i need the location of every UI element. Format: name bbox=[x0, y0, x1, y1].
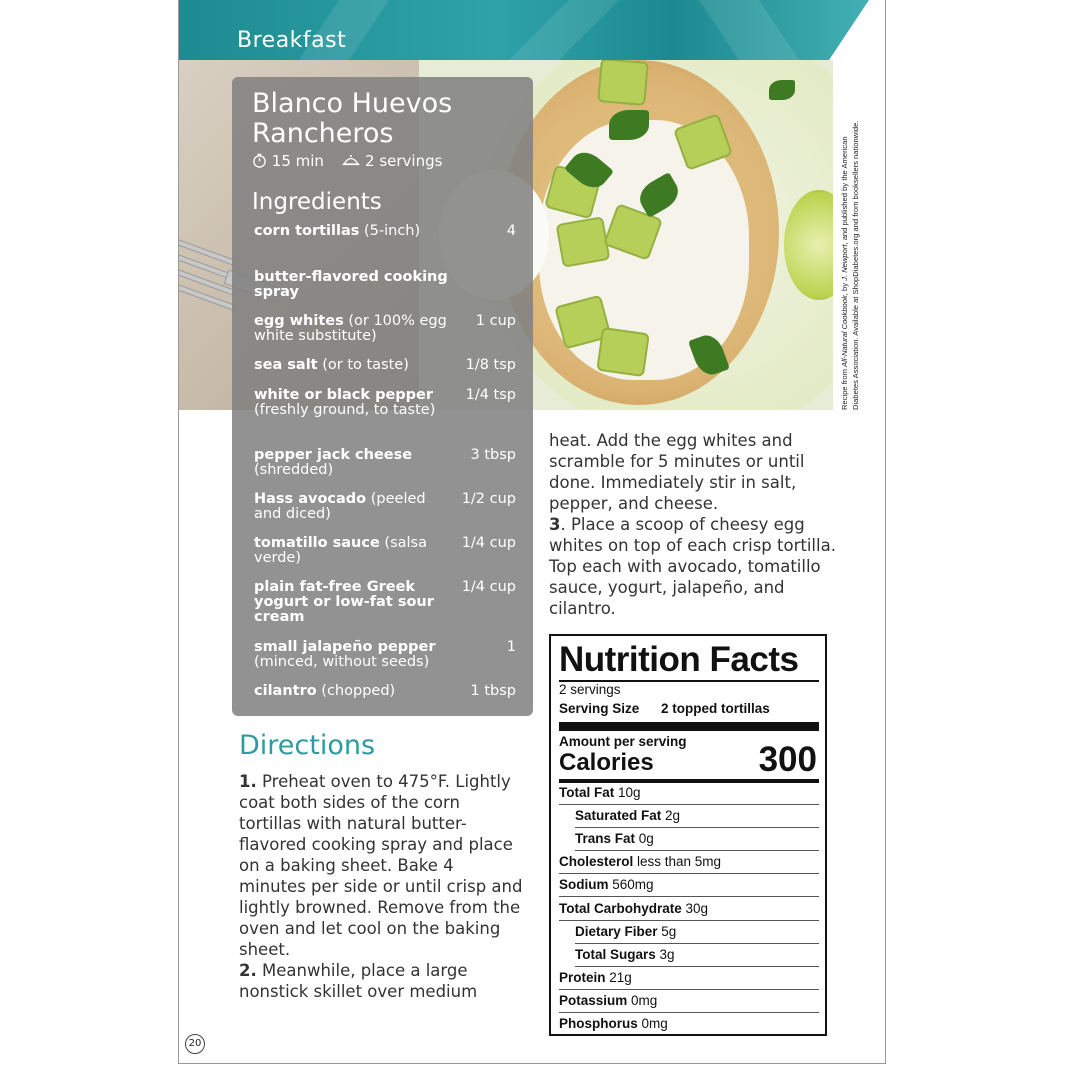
ingredient-qty: 4 bbox=[506, 223, 516, 239]
nutrient-row: Cholesterol less than 5mg bbox=[559, 851, 819, 874]
photo-cilantro bbox=[609, 110, 649, 140]
nutrient-row: Dietary Fiber 5g bbox=[575, 921, 819, 944]
nutrient-row: Total Sugars 3g bbox=[575, 944, 819, 967]
ingredient-name: small jalapeño pepper (minced, without seeds) bbox=[254, 639, 436, 670]
ingredient-item bbox=[254, 358, 524, 373]
ingredient-item bbox=[254, 270, 524, 300]
photo-cilantro bbox=[769, 80, 795, 100]
ingredient-name: sea salt (or to taste) bbox=[254, 357, 409, 373]
ingredient-item bbox=[254, 448, 524, 478]
recipe-servings: 2 servings bbox=[365, 152, 443, 170]
photo-avocado bbox=[556, 216, 611, 268]
nutrient-row: Protein 21g bbox=[559, 967, 819, 990]
directions-text-continued: heat. Add the egg whites and scramble for 5 minutes or until done. Immediately stir in salt, pepper, and cheese. 3. Place a scoop of cheesy egg whites on top of each crisp tortilla. Top each with avocado, tomatillo sauce, yogurt, jalapeño, and cilantro. bbox=[549, 431, 836, 618]
ingredient-name: butter-flavored cooking spray bbox=[254, 269, 448, 300]
ingredient-qty: 1/2 cup bbox=[461, 491, 516, 507]
serving-size-label: Serving Size bbox=[559, 701, 640, 716]
recipe-title: Blanco Huevos Rancheros bbox=[252, 88, 453, 149]
ingredient-qty: 1/4 cup bbox=[461, 535, 516, 551]
ingredient-qty: 1/8 tsp bbox=[465, 357, 516, 373]
photo-avocado bbox=[596, 327, 650, 377]
ingredient-name: Hass avocado (peeled and diced) bbox=[254, 491, 426, 522]
ingredient-name: corn tortillas (5-inch) bbox=[254, 223, 421, 239]
ingredient-item bbox=[254, 580, 524, 625]
cookbook-page bbox=[178, 0, 886, 1064]
ingredient-qty: 1 tbsp bbox=[470, 683, 516, 699]
nutrient-row: Phosphorus 0mg bbox=[559, 1016, 668, 1031]
ingredient-qty: 1/4 cup bbox=[461, 579, 516, 595]
recipe-meta bbox=[252, 152, 446, 170]
ingredient-name: plain fat-free Greek yogurt or low-fat sour cream bbox=[254, 579, 434, 625]
ingredient-qty: 1 bbox=[506, 639, 516, 655]
ingredients-panel bbox=[232, 77, 533, 716]
serving-size-value: 2 topped tortillas bbox=[661, 701, 770, 716]
nutrient-row: Potassium 0mg bbox=[559, 990, 819, 1013]
calories-label: Calories bbox=[559, 749, 654, 776]
recipe-time: 15 min bbox=[271, 152, 324, 170]
ingredient-item bbox=[254, 536, 524, 566]
ingredient-item bbox=[254, 640, 524, 670]
photo-avocado bbox=[597, 60, 649, 106]
ingredient-item bbox=[254, 314, 524, 344]
ingredient-name: pepper jack cheese (shredded) bbox=[254, 447, 413, 478]
ingredient-item bbox=[254, 388, 524, 418]
nutrition-thick-rule bbox=[559, 722, 819, 731]
ingredient-name: cilantro (chopped) bbox=[254, 683, 396, 699]
directions-text: 1. Preheat oven to 475°F. Lightly coat both sides of the corn tortillas with natural butter-flavored cooking spray and place on a baking sheet. Bake 4 minutes per side or until crisp and lightly browned. Remove from the oven and let cool on the baking sheet. 2. Meanwhile, place a large nonstick skillet over medium bbox=[239, 772, 523, 1001]
serving-dish-icon bbox=[342, 153, 360, 167]
page-number: 20 bbox=[185, 1034, 205, 1054]
ingredients-heading: Ingredients bbox=[252, 189, 382, 215]
ingredient-qty: 1/4 tsp bbox=[465, 387, 516, 403]
nutrition-title: Nutrition Facts bbox=[559, 640, 799, 679]
ingredient-name: white or black pepper (freshly ground, to taste) bbox=[254, 387, 436, 418]
ingredient-item bbox=[254, 684, 524, 699]
section-title: Breakfast bbox=[237, 28, 347, 53]
nutrient-row: Total Carbohydrate 30g bbox=[559, 898, 819, 921]
calories-value: 300 bbox=[758, 740, 817, 779]
ingredient-name: egg whites (or 100% egg white substitute) bbox=[254, 313, 447, 344]
ingredient-name: tomatillo sauce (salsa verde) bbox=[254, 535, 427, 566]
nutrient-row: Total Fat 10g bbox=[559, 782, 819, 805]
photo-credit: Recipe from All-Natural Cookbook, by J. Newport, and published by the American Diabetes Association. Available at ShopDiabetes.org and from booksellers nationwide. bbox=[840, 120, 860, 410]
amount-per-serving: Amount per serving bbox=[559, 734, 687, 749]
ingredient-item bbox=[254, 492, 524, 522]
nutrition-facts bbox=[549, 634, 827, 1036]
nutrient-row: Sodium 560mg bbox=[559, 874, 819, 897]
nutrition-servings: 2 servings bbox=[559, 682, 621, 697]
nutrient-row: Saturated Fat 2g bbox=[575, 805, 819, 828]
timer-icon bbox=[252, 153, 267, 168]
nutrient-row: Trans Fat 0g bbox=[575, 828, 819, 851]
directions-heading: Directions bbox=[239, 730, 376, 761]
ingredient-item bbox=[254, 224, 524, 239]
ingredient-qty: 3 tbsp bbox=[470, 447, 516, 463]
section-banner bbox=[179, 0, 886, 60]
ingredient-qty: 1 cup bbox=[475, 313, 516, 329]
